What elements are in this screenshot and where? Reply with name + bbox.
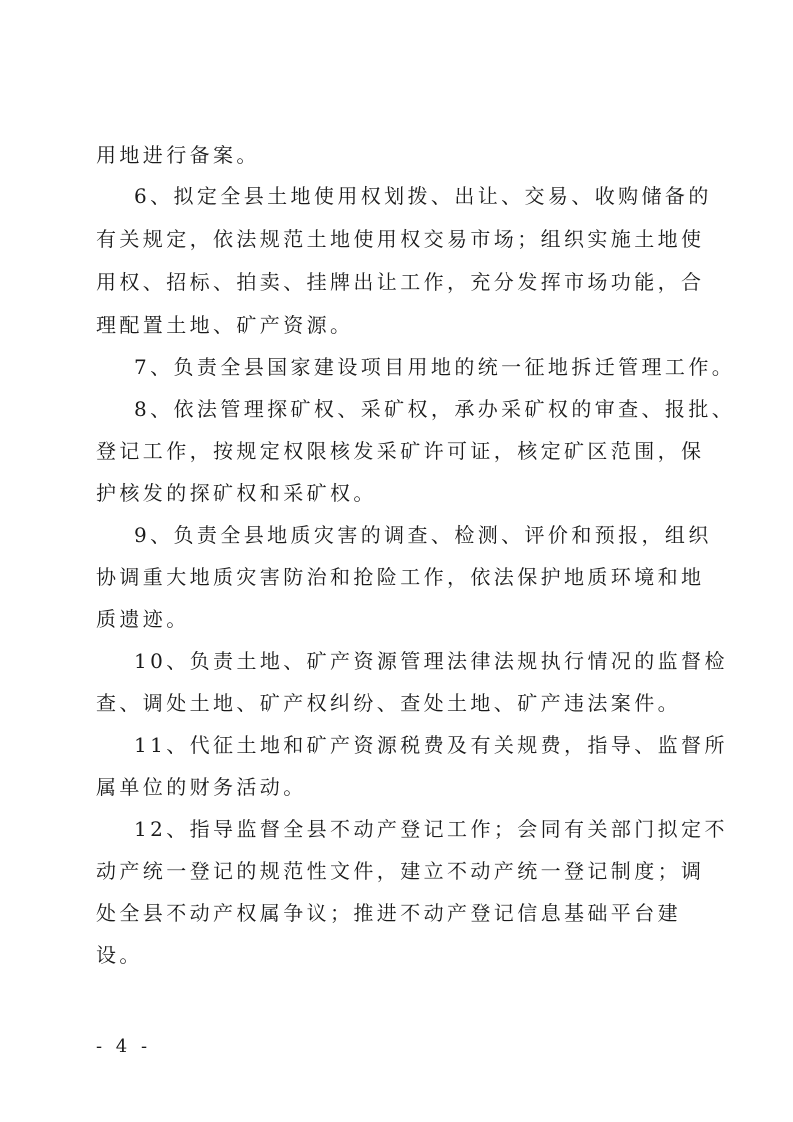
text-line: 护核发的探矿权和采矿权。: [96, 481, 377, 505]
paragraph-8-start: 8、依法管理探矿权、采矿权，承办采矿权的审查、报批、: [134, 397, 736, 421]
text-line: 理配置土地、矿产资源。: [96, 313, 354, 337]
text-line: 有关规定，依法规范土地使用权交易市场；组织实施土地使: [96, 227, 705, 251]
text-line: 处全县不动产权属争议；推进不动产登记信息基础平台建: [96, 901, 681, 925]
text-line: 用权、招标、拍卖、挂牌出让工作，充分发挥市场功能，合: [96, 270, 705, 294]
text-line: 登记工作，按规定权限核发采矿许可证，核定矿区范围，保: [96, 439, 705, 463]
paragraph-6-start: 6、拟定全县土地使用权划拨、出让、交易、收购储备的: [134, 184, 712, 208]
text-line: 查、调处土地、矿产权纠纷、查处土地、矿产违法案件。: [96, 691, 681, 715]
text-line: 属单位的财务活动。: [96, 775, 307, 799]
text-line: 用地进行备案。: [96, 143, 260, 167]
text-line: 协调重大地质灾害防治和抢险工作，依法保护地质环境和地: [96, 565, 705, 589]
text-line: 动产统一登记的规范性文件，建立不动产统一登记制度；调: [96, 859, 705, 883]
paragraph-11-start: 11、代征土地和矿产资源税费及有关规费，指导、监督所: [134, 733, 728, 757]
text-line: 质遗迹。: [96, 607, 190, 631]
paragraph-12-start: 12、指导监督全县不动产登记工作；会同有关部门拟定不: [134, 817, 728, 841]
paragraph-7-start: 7、负责全县国家建设项目用地的统一征地拆迁管理工作。: [134, 355, 736, 379]
paragraph-9-start: 9、负责全县地质灾害的调查、检测、评价和预报，组织: [134, 523, 712, 547]
paragraph-10-start: 10、负责土地、矿产资源管理法律法规执行情况的监督检: [134, 649, 728, 673]
page-number: - 4 -: [96, 1036, 152, 1057]
text-line: 设。: [96, 943, 143, 967]
